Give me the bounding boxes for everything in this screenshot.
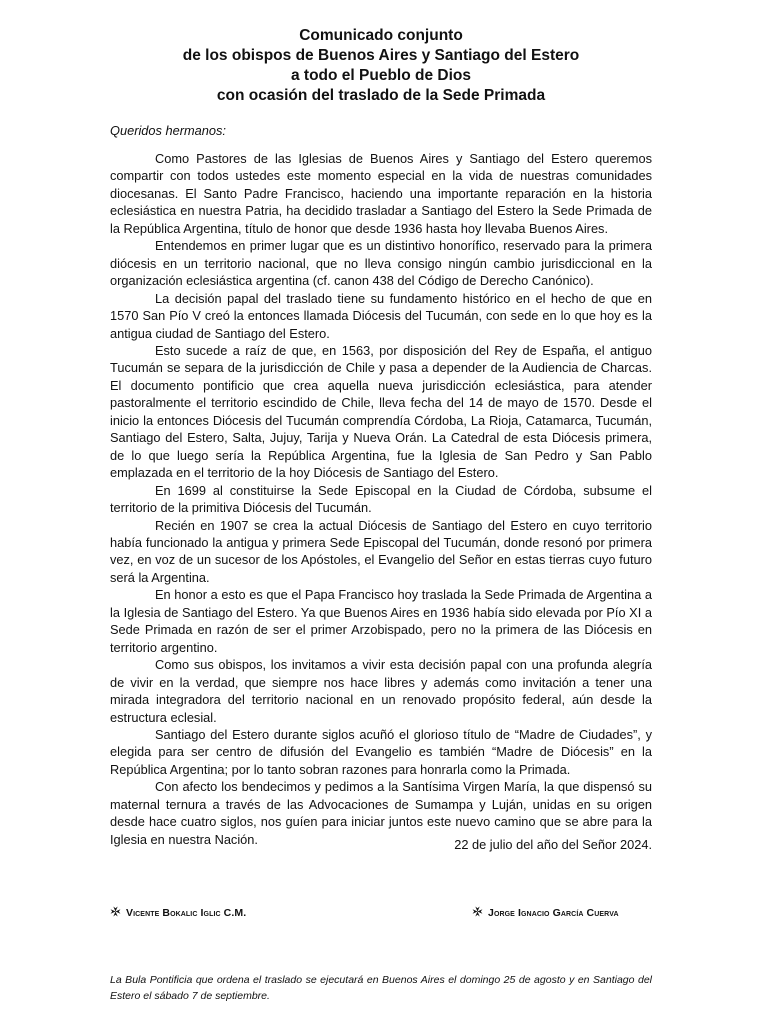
paragraph-3: La decisión papal del traslado tiene su fundamento histórico en el hecho de que en 1570 San Pío V creó la entonces llamada Diócesis del Tucumán, con sede en lo que hoy es la antigua ciudad de Santiago del Estero. xyxy=(110,290,652,341)
date-line: 22 de julio del año del Señor 2024. xyxy=(454,837,652,852)
paragraph-10: Con afecto los bendecimos y pedimos a la Santísima Virgen María, la que dispensó su maternal ternura a través de las Advocaciones de Sumampa y Luján, unidas en su origen desde hace cuatro siglos, nos guíen para iniciar juntos este nuevo camino que se abre para la Iglesia en nuestra Nación. xyxy=(110,779,652,847)
signature-left-name: Vicente Bokalic Iglic C.M. xyxy=(126,907,247,919)
signature-right-name: Jorge Ignacio García Cuerva xyxy=(488,907,619,919)
paragraph-6: Recién en 1907 se crea la actual Diócesis de Santiago del Estero en cuyo territorio había funcionado la antigua y primera Sede Episcopal del Tucumán, donde resonó por primera vez, en voz de un sucesor de los Apóstoles, el Evangelio del Señor en estas tierras cuyo futuro será la Argentina. xyxy=(110,517,652,585)
maltese-cross-icon xyxy=(110,906,121,917)
title-line-2: de los obispos de Buenos Aires y Santiago del Estero xyxy=(182,47,580,64)
paragraph-8: Como sus obispos, los invitamos a vivir esta decisión papal con una profunda alegría de vivir en la verdad, que siempre nos hace libres y además como invitación a tener una mirada integradora del territorio nacional en un renovado propósito federal, aún desde la estructura eclesial. xyxy=(110,657,652,725)
document-title xyxy=(0,26,762,106)
paragraph-9: Santiago del Estero durante siglos acuñó el glorioso título de “Madre de Ciudades”, y elegida para ser centro de difusión del Evangelio es también “Madre de Diócesis” en la República Argentina; por lo tanto sobran razones para honrarla como la Primada. xyxy=(110,726,652,777)
paragraph-4: Esto sucede a raíz de que, en 1563, por disposición del Rey de España, el antiguo Tucumán se separa de la jurisdicción de Chile y pasa a depender de la Audiencia de Charcas. El documento pontificio que crea aquella nueva jurisdicción eclesiástica, para atender pastoralmente el territorio escindido de Chile, lleva fecha del 14 de mayo de 1570. Desde el inicio la entonces Diócesis del Tucumán comprendía Córdoba, La Rioja, Catamarca, Tucumán, Santiago del Estero, Salta, Jujuy, Tarija y Nueva Orán. La Catedral de esta Diócesis primera, de lo que luego sería la República Argentina, fue la Iglesia de San Pedro y San Pablo emplazada en el territorio de la hoy Diócesis de Santiago del Estero. xyxy=(110,342,652,481)
signature-right xyxy=(472,906,619,920)
letter-body xyxy=(110,150,652,848)
paragraph-2: Entendemos en primer lugar que es un distintivo honorífico, reservado para la primera diócesis en un territorio nacional, que no lleva consigo ningún cambio jurisdiccional en la organización eclesiástica argentina (cf. canon 438 del Código de Derecho Canónico). xyxy=(110,238,652,289)
paragraph-5: En 1699 al constituirse la Sede Episcopal en la Ciudad de Córdoba, subsume el territorio de la primitiva Diócesis del Tucumán. xyxy=(110,482,652,516)
paragraph-1: Como Pastores de las Iglesias de Buenos Aires y Santiago del Estero queremos compartir con todos ustedes este momento especial en la vida de nuestras comunidades diocesanas. El Santo Padre Francisco, haciendo una importante reparación en la historia eclesiástica en nuestra Patria, ha decidido trasladar a Santiago del Estero la Sede Primada de la República Argentina, título de honor que desde 1936 hasta hoy llevaba Buenos Aires. xyxy=(110,151,652,236)
title-line-3: a todo el Pueblo de Dios xyxy=(291,67,471,84)
title-line-4: con ocasión del traslado de la Sede Primada xyxy=(216,87,546,104)
salutation: Queridos hermanos: xyxy=(110,123,226,138)
signature-left xyxy=(110,906,246,920)
title-line-1: Comunicado conjunto xyxy=(299,27,463,44)
maltese-cross-icon xyxy=(472,906,483,917)
footnote: La Bula Pontificia que ordena el traslado se ejecutará en Buenos Aires el domingo 25 de agosto y en Santiago del Estero el sábado 7 de septiembre. xyxy=(110,974,652,1002)
paragraph-7: En honor a esto es que el Papa Francisco hoy traslada la Sede Primada de Argentina a la Iglesia de Santiago del Estero. Ya que Buenos Aires en 1936 había sido elevada por Pío XI a Sede Primada en razón de ser el primer Arzobispado, pero no la primera de las Diócesis en territorio argentino. xyxy=(110,587,652,655)
